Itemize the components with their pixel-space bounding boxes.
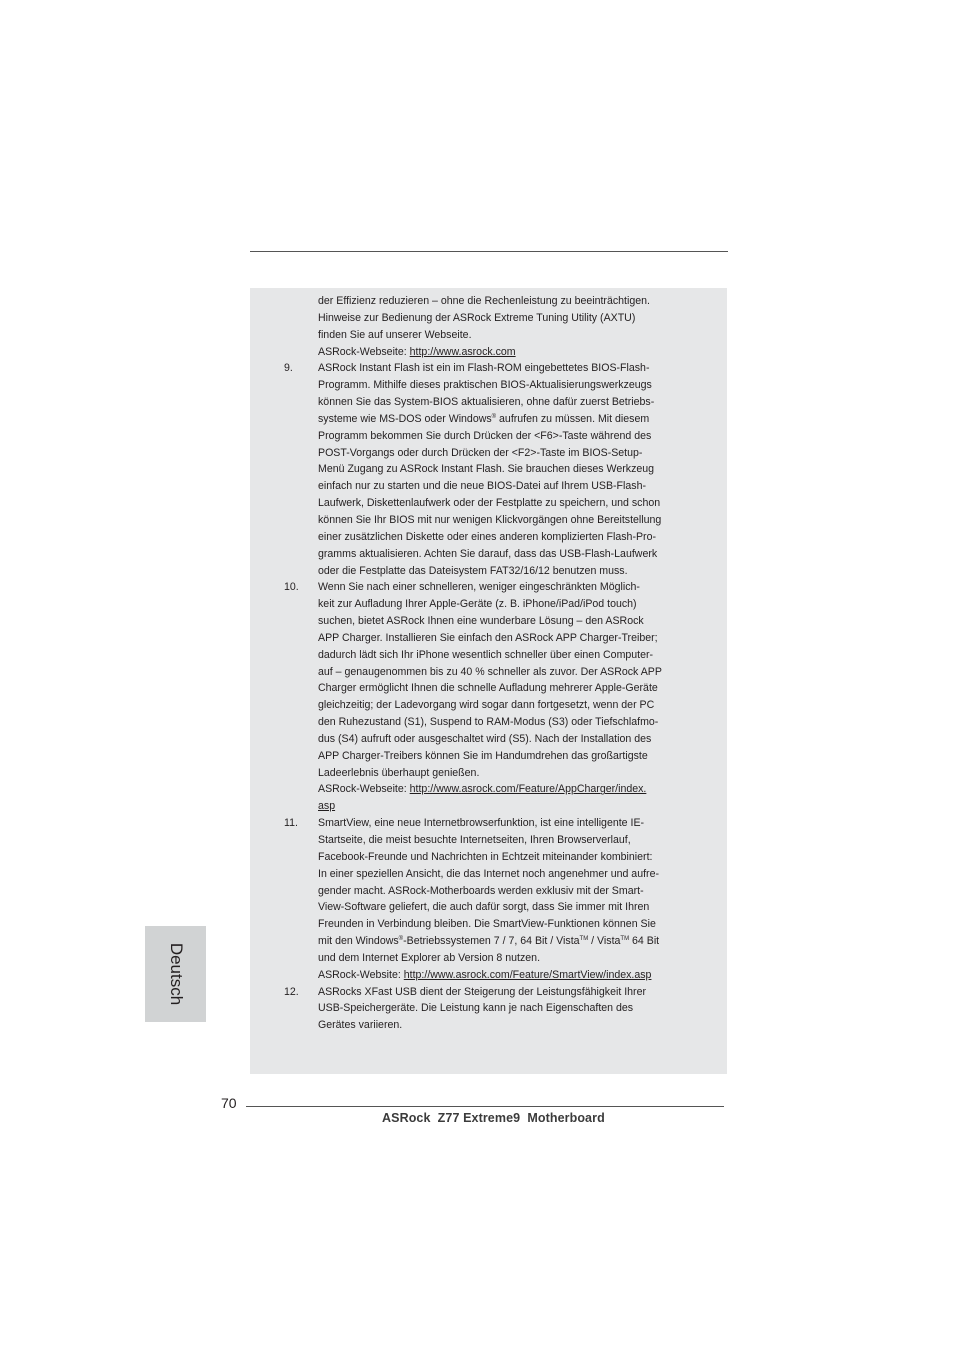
item-line: Gerätes variieren. — [318, 1019, 403, 1032]
item-number: 12. — [284, 985, 299, 998]
content-text — [284, 293, 690, 1034]
intro-line: der Effizienz reduzieren – ohne die Rechenleistung zu beeinträchtigen. — [318, 295, 650, 307]
item-line: Menü Zugang zu ASRock Instant Flash. Sie brauchen dieses Werkzeug — [318, 463, 655, 476]
footer-rule — [246, 1106, 724, 1107]
item-number: 11. — [284, 817, 298, 830]
page-number: 70 — [221, 1095, 237, 1111]
registered-mark: ® — [491, 413, 497, 420]
item-web-line — [318, 781, 690, 798]
footer-title: ASRock Z77 Extreme9 Motherboard — [382, 1111, 605, 1125]
item-line: keit zur Aufladung Ihrer Apple-Geräte (z. B. iPhone/iPad/iPod touch) — [318, 598, 637, 611]
registered-mark: ® — [398, 936, 404, 943]
item-web-line — [318, 967, 690, 984]
item-line: können Sie das System-BIOS aktualisieren, ohne dafür zuerst Betriebs- — [318, 396, 655, 409]
item-web-line — [318, 798, 690, 815]
item-line: dus (S4) aufruft oder ausgeschaltet wird (S5). Nach der Installation des — [318, 732, 652, 745]
item-line: einer zusätzlichen Diskette oder eines anderen komplizierten Flash-Pro- — [318, 530, 656, 543]
item-line: einfach nur zu starten und die neue BIOS-Datei auf Ihrem USB-Flash- — [318, 480, 646, 493]
item-line: Programm. Mithilfe dieses praktischen BIOS-Aktualisierungswerkzeugs — [318, 379, 652, 392]
item-line: View-Software geliefert, die auch dafür sorgt, dass Sie immer mit Ihren — [318, 901, 650, 914]
item-line: suchen, bietet ASRock Ihnen eine wunderbare Lösung – den ASRock — [318, 615, 644, 628]
trademark-mark: TM — [579, 936, 589, 943]
list-item-9 — [284, 360, 690, 579]
list-item-12 — [284, 984, 690, 1035]
item-line — [318, 933, 690, 950]
list-item-10 — [284, 579, 690, 815]
item-line: und dem Internet Explorer ab Version 8 nutzen. — [318, 951, 541, 964]
item-line: Charger ermöglicht Ihnen die schnelle Aufladung mehrerer Apple-Geräte — [318, 682, 658, 695]
item-line: Programm bekommen Sie durch Drücken der <F6>-Taste während des — [318, 429, 652, 442]
item-line: gender macht. ASRock-Motherboards werden exklusiv mit der Smart- — [318, 884, 644, 897]
language-tab-label: Deutsch — [166, 942, 186, 1006]
language-tab — [145, 926, 206, 1022]
header-rule — [250, 251, 728, 252]
text-fragment: / Vista — [588, 935, 621, 948]
appcharger-link-continued[interactable]: asp — [318, 800, 336, 813]
item-line: APP Charger. Installieren Sie einfach den ASRock APP Charger-Treiber; — [318, 631, 658, 644]
item-line: Ladeerlebnis überhaupt genießen. — [318, 766, 480, 779]
smartview-link[interactable]: http://www.asrock.com/Feature/SmartView/index.asp — [403, 968, 652, 981]
text-fragment: systeme wie MS-DOS oder Windows — [318, 412, 492, 425]
item-line: auf – genaugenommen bis zu 40 % schneller als zuvor. Der ASRock APP — [318, 665, 662, 678]
item-line: Facebook-Freunde und Nachrichten in Echtzeit miteinander kombiniert: — [318, 850, 653, 863]
item-number: 9. — [284, 362, 293, 375]
text-fragment: aufrufen zu müssen. Mit diesem — [496, 412, 650, 425]
item-line: Startseite, die meist besuchte Internetseiten, Ihren Browserverlauf, — [318, 834, 631, 846]
web-label: ASRock-Website: — [318, 968, 404, 981]
item-line: ASRock Instant Flash ist ein im Flash-ROM eingebettetes BIOS-Flash- — [318, 362, 650, 375]
trademark-mark: TM — [620, 936, 630, 943]
item-number: 10. — [284, 581, 299, 594]
web-label: ASRock-Webseite: — [318, 345, 410, 358]
text-fragment: 64 Bit — [629, 935, 660, 948]
list-item-11 — [284, 815, 690, 983]
item-line: Freunden in Verbindung bleiben. Die SmartView-Funktionen können Sie — [318, 918, 656, 931]
item-line: können Sie Ihr BIOS mit nur wenigen Klickvorgängen ohne Bereitstellung — [318, 513, 662, 526]
item-line: gleichzeitig; der Ladevorgang wird sogar dann fortgesetzt, wenn der PC — [318, 699, 655, 712]
text-fragment: mit den Windows — [318, 935, 399, 948]
web-label: ASRock-Webseite: — [318, 783, 410, 796]
item-line: oder die Festplatte das Dateisystem FAT32/16/12 benutzen muss. — [318, 564, 628, 577]
item-line: gramms aktualisieren. Achten Sie darauf, dass das USB-Flash-Laufwerk — [318, 547, 658, 560]
item-line: In einer speziellen Ansicht, die das Internet noch angenehmer und aufre- — [318, 867, 659, 880]
appcharger-link[interactable]: http://www.asrock.com/Feature/AppCharger/index. — [409, 783, 647, 796]
asrock-link[interactable]: http://www.asrock.com — [409, 345, 516, 358]
item-line: Laufwerk, Diskettenlaufwerk oder der Festplatte zu speichern, und schon — [318, 497, 661, 510]
item-line: POST-Vorgangs oder durch Drücken der <F2>-Taste im BIOS-Setup- — [318, 446, 643, 459]
item-line: den Ruhezustand (S1), Suspend to RAM-Modus (S3) oder Tiefschlafmo- — [318, 716, 659, 729]
intro-line: Hinweise zur Bedienung der ASRock Extreme Tuning Utility (AXTU) — [318, 311, 636, 324]
intro-continuation — [318, 293, 690, 360]
text-fragment: -Betriebssystemen 7 / 7, 64 Bit / Vista — [403, 935, 580, 948]
item-line: USB-Speichergeräte. Die Leistung kann je nach Eigenschaften des — [318, 1002, 634, 1015]
item-line: Wenn Sie nach einer schnelleren, weniger eingeschränkten Möglich- — [318, 581, 640, 594]
intro-web-line — [318, 344, 690, 361]
item-line: SmartView, eine neue Internetbrowserfunktion, ist eine intelligente IE- — [318, 817, 645, 830]
intro-line: finden Sie auf unserer Webseite. — [318, 328, 472, 341]
item-line: ASRocks XFast USB dient der Steigerung der Leistungsfähigkeit Ihrer — [318, 985, 646, 998]
item-line: APP Charger-Treibers können Sie im Handumdrehen das großartigste — [318, 749, 648, 762]
item-line — [318, 411, 690, 428]
item-line: dadurch lädt sich Ihr iPhone wesentlich schneller über einen Computer- — [318, 648, 654, 661]
